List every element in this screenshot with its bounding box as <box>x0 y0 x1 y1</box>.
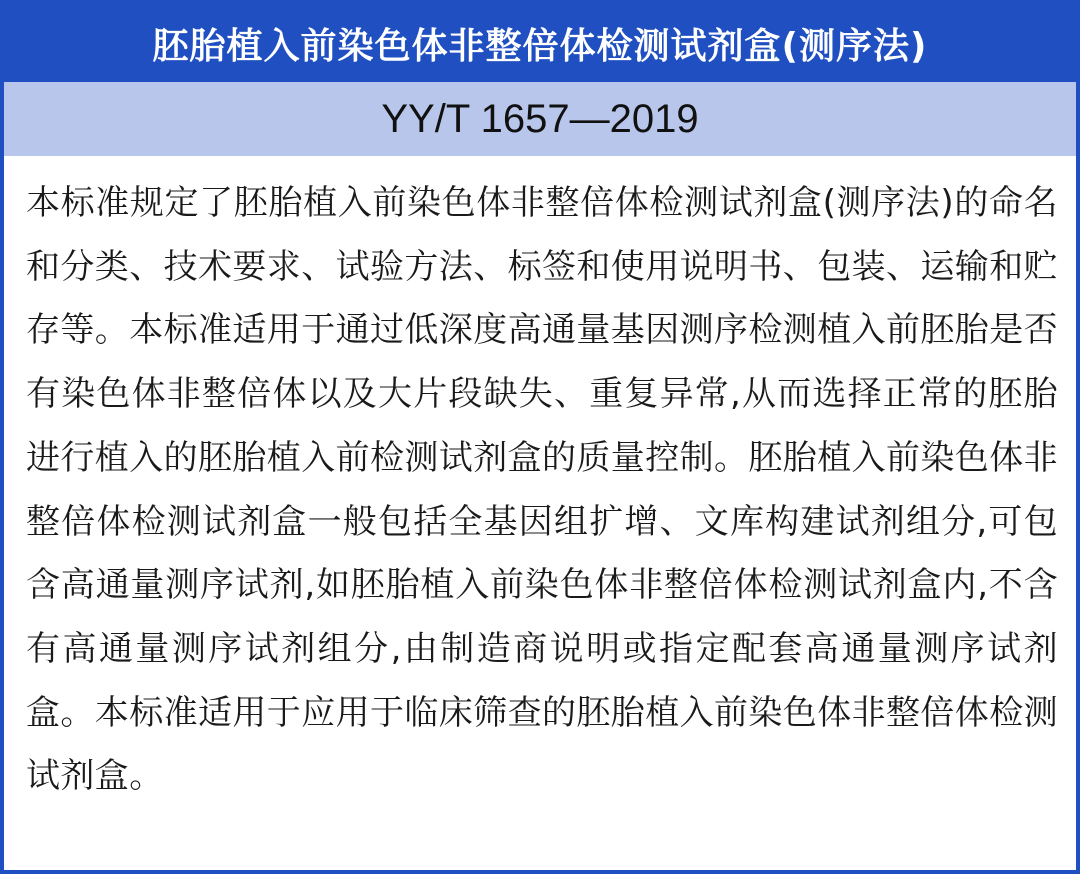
standard-description: 本标准规定了胚胎植入前染色体非整倍体检测试剂盒(测序法)的命名和分类、技术要求、试验方法、标签和使用说明书、包装、运输和贮存等。本标准适用于通过低深度高通量基因测序检测植入前胚胎是否有染色体非整倍体以及大片段缺失、重复异常,从而选择正常的胚胎进行植入的胚胎植入前检测试剂盒的质量控制。胚胎植入前染色体非整倍体检测试剂盒一般包括全基因组扩增、文库构建试剂组分,可包含高通量测序试剂,如胚胎植入前染色体非整倍体检测试剂盒内,不含有高通量测序试剂组分,由制造商说明或指定配套高通量测序试剂盒。本标准适用于应用于临床筛查的胚胎植入前染色体非整倍体检测试剂盒。 <box>26 183 1058 797</box>
standard-code: YY/T 1657—2019 <box>4 82 1076 156</box>
standard-title: 胚胎植入前染色体非整倍体检测试剂盒(测序法) <box>4 4 1076 82</box>
